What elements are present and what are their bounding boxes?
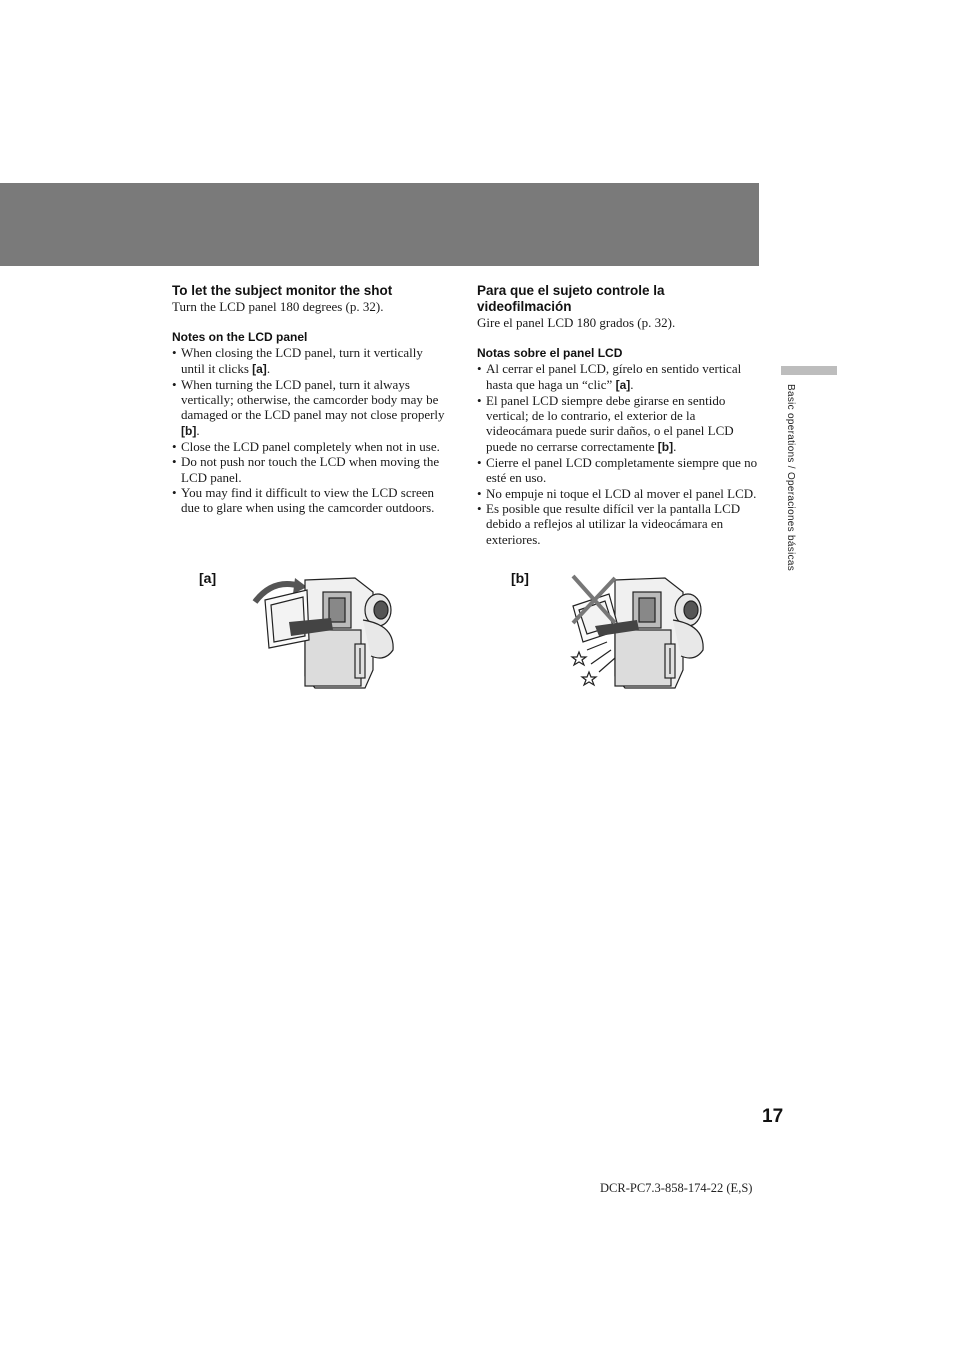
list-item: • El panel LCD siempre debe girarse en sentido vertical; de lo contrario, el exterior de la videocámara puede surir daños, o el panel LCD puede no cerrarse correctamente [b]. xyxy=(477,393,761,455)
list-item: • You may find it difficult to view the LCD screen due to glare when using the camcorder outdoors. xyxy=(172,485,448,516)
spanish-notes-title: Notas sobre el panel LCD xyxy=(477,346,623,361)
english-intro: Turn the LCD panel 180 degrees (p. 32). xyxy=(172,299,384,314)
list-item: • When closing the LCD panel, turn it vertically until it clicks [a]. xyxy=(172,345,448,377)
spanish-intro: Gire el panel LCD 180 grados (p. 32). xyxy=(477,315,676,330)
list-item: • Es posible que resulte difícil ver la pantalla LCD debido a reflejos al utilizar la videocámara en exteriores. xyxy=(477,501,761,547)
spanish-title: Para que el sujeto controle la videofilmación xyxy=(477,283,665,314)
list-item: • Do not push nor touch the LCD when moving the LCD panel. xyxy=(172,454,448,485)
list-item: • Al cerrar el panel LCD, gírelo en sentido vertical hasta que haga un “clic” [a]. xyxy=(477,361,761,393)
section-label: Basic operations / Operaciones básicas xyxy=(785,384,796,572)
english-column xyxy=(172,283,448,516)
spanish-notes-list xyxy=(477,361,761,547)
english-notes-list xyxy=(172,345,448,515)
list-item: • Close the LCD panel completely when not in use. xyxy=(172,439,448,454)
camcorder-lcd-wrong-icon xyxy=(565,568,715,693)
list-item: • Cierre el panel LCD completamente siempre que no esté en uso. xyxy=(477,455,761,486)
header-band xyxy=(0,183,759,266)
list-item: • No empuje ni toque el LCD al mover el panel LCD. xyxy=(477,486,761,501)
spanish-column xyxy=(477,283,761,547)
document-code: DCR-PC7.3-858-174-22 (E,S) xyxy=(600,1181,753,1195)
figure-b-label: [b] xyxy=(511,570,529,586)
camcorder-lcd-rotate-icon xyxy=(245,570,405,695)
english-title: To let the subject monitor the shot xyxy=(172,283,393,298)
figure-a-label: [a] xyxy=(199,570,217,586)
list-item: • When turning the LCD panel, turn it always vertically; otherwise, the camcorder body may be damaged or the LCD panel may not close properly [b]. xyxy=(172,377,448,439)
page-number: 17 xyxy=(762,1106,784,1127)
section-tab xyxy=(781,366,837,375)
english-notes-title: Notes on the LCD panel xyxy=(172,330,308,345)
